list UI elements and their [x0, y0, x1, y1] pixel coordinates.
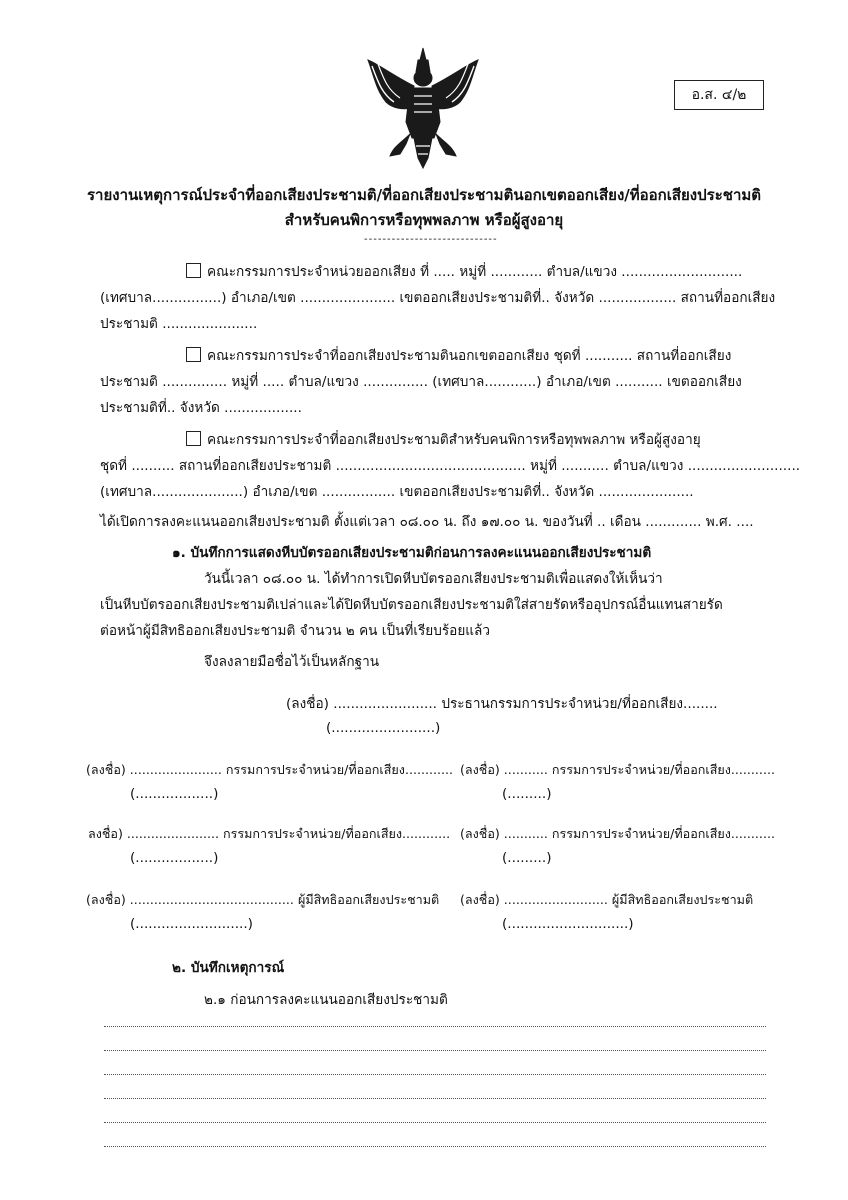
section1-paragraph-line2: เป็นหีบบัตรออกเสียงประชามติเปล่าและได้ปิดหีบบัตรออกเสียงประชามติใส่สายรัดหรืออุปกรณ์อื่นแทนสายรัด	[100, 597, 723, 613]
writing-line[interactable]	[104, 1026, 766, 1027]
option3-line3: (เทศบาล.....................) อำเภอ/เขต ................. เขตออกเสียงประชามติที่.. จังหวัด ......................	[100, 484, 694, 500]
voter2-signature-line: (ลงชื่อ) .......................... ผู้มีสิทธิออกเสียงประชามติ	[460, 892, 754, 907]
member4-name-line: (.........)	[502, 850, 552, 866]
member4-signature-line: (ลงชื่อ) ........... กรรมการประจำหน่วย/ที่ออกเสียง...........	[460, 826, 775, 841]
option2-row	[186, 346, 731, 366]
option2-line2: ประชามติ ............... หมู่ที่ ..... ตำบล/แขวง ............... (เทศบาล............) อำเภอ/เขต ........... เขตออกเสียง	[100, 374, 742, 390]
member2-name-line: (.........)	[502, 786, 552, 802]
option3-row	[186, 430, 701, 450]
option1-line2: (เทศบาล................) อำเภอ/เขต ...................... เขตออกเสียงประชามติที่.. จังหวัด .................. สถานที่ออกเสียง	[100, 290, 776, 306]
writing-line[interactable]	[104, 1050, 766, 1051]
member1-name-line: (..................)	[130, 786, 219, 802]
option3-line1: คณะกรรมการประจำที่ออกเสียงประชามติสำหรับคนพิการหรือทุพพลภาพ หรือผู้สูงอายุ	[207, 432, 701, 448]
opening-statement: ได้เปิดการลงคะแนนออกเสียงประชามติ ตั้งแต่เวลา ๐๘.๐๐ น. ถึง ๑๗.๐๐ น. ของวันที่ .. เดือน ............. พ.ศ. ....	[100, 514, 754, 530]
section1-paragraph-line1: วันนี้เวลา ๐๘.๐๐ น. ได้ทำการเปิดหีบบัตรออกเสียงประชามติเพื่อแสดงให้เห็นว่า	[204, 571, 663, 587]
title-separator: -----------------------------	[364, 234, 498, 245]
option1-checkbox[interactable]	[186, 263, 201, 278]
garuda-emblem-icon	[364, 46, 482, 170]
option3-line2: ชุดที่ .......... สถานที่ออกเสียงประชามติ ............................................ หมู่ที่ ........... ตำบล/แขวง ..........................	[100, 458, 801, 474]
voter2-name-line: (............................)	[502, 916, 634, 932]
chair-name-line: (........................)	[326, 720, 441, 736]
section1-heading: ๑. บันทึกการแสดงหีบบัตรออกเสียงประชามติก่อนการลงคะแนนออกเสียงประชามติ	[172, 545, 652, 561]
voter1-name-line: (..........................)	[130, 916, 253, 932]
option1-line3: ประชามติ ......................	[100, 316, 258, 332]
option2-checkbox[interactable]	[186, 347, 201, 362]
option2-line1: คณะกรรมการประจำที่ออกเสียงประชามตินอกเขตออกเสียง ชุดที่ ........... สถานที่ออกเสียง	[207, 348, 732, 364]
writing-line[interactable]	[104, 1074, 766, 1075]
document-title-line2: สำหรับคนพิการหรือทุพพลภาพ หรือผู้สูงอายุ	[284, 211, 564, 229]
section2-heading: ๒. บันทึกเหตุการณ์	[172, 960, 285, 976]
member1-signature-line: (ลงชื่อ) ....................... กรรมการประจำหน่วย/ที่ออกเสียง............	[86, 762, 453, 777]
voter1-signature-line: (ลงชื่อ) ......................................... ผู้มีสิทธิออกเสียงประชามติ	[86, 892, 440, 907]
document-title-line1: รายงานเหตุการณ์ประจำที่ออกเสียงประชามติ/ที่ออกเสียงประชามตินอกเขตออกเสียง/ที่ออกเสียงประชามติ	[86, 186, 762, 204]
writing-line[interactable]	[104, 1146, 766, 1147]
option2-line3: ประชามติที่.. จังหวัด ..................	[100, 400, 302, 416]
member3-signature-line: ลงชื่อ) ....................... กรรมการประจำหน่วย/ที่ออกเสียง............	[88, 826, 451, 841]
form-code-box: อ.ส. ๔/๒	[674, 80, 764, 110]
member2-signature-line: (ลงชื่อ) ........... กรรมการประจำหน่วย/ที่ออกเสียง...........	[460, 762, 775, 777]
option3-checkbox[interactable]	[186, 431, 201, 446]
section2-1-heading: ๒.๑ ก่อนการลงคะแนนออกเสียงประชามติ	[204, 992, 448, 1008]
section1-paragraph-line3: ต่อหน้าผู้มีสิทธิออกเสียงประชามติ จำนวน ๒ คน เป็นที่เรียบร้อยแล้ว	[100, 623, 491, 639]
option1-row	[186, 262, 742, 282]
member3-name-line: (..................)	[130, 850, 219, 866]
writing-line[interactable]	[104, 1122, 766, 1123]
chair-signature-line: (ลงชื่อ) ........................ ประธานกรรมการประจำหน่วย/ที่ออกเสียง........	[286, 696, 718, 712]
option1-line1: คณะกรรมการประจำหน่วยออกเสียง ที่ ..... หมู่ที่ ............ ตำบล/แขวง ............................	[207, 264, 743, 280]
evidence-statement: จึงลงลายมือชื่อไว้เป็นหลักฐาน	[204, 654, 379, 670]
writing-line[interactable]	[104, 1098, 766, 1099]
